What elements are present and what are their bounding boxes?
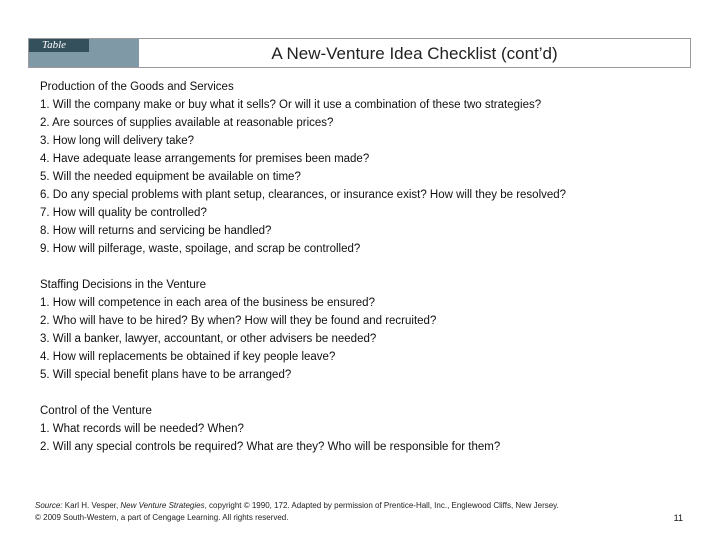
checklist-section-staffing — [40, 276, 700, 384]
source-citation — [35, 500, 695, 512]
list-item: 5. Will special benefit plans have to be arranged? — [40, 369, 292, 381]
list-item: 3. How long will delivery take? — [40, 135, 195, 147]
source-book-title: New Venture Strategies — [120, 501, 205, 510]
list-item: 1. Will the company make or buy what it sells? Or will it use a combination of these two strategies? — [40, 99, 542, 111]
checklist-section-control — [40, 402, 700, 456]
page-number: 11 — [673, 513, 683, 523]
list-item: 6. Do any special problems with plant setup, clearances, or insurance exist? How will they be resolved? — [40, 189, 567, 201]
source-prefix: Source: — [35, 501, 63, 510]
list-item: 1. What records will be needed? When? — [40, 423, 244, 435]
source-details: , copyright © 1990, 172. Adapted by permission of Prentice-Hall, Inc., Englewood Cliffs, New Jersey. — [204, 501, 559, 510]
slide-footer — [35, 500, 695, 524]
list-item: 3. Will a banker, lawyer, accountant, or other advisers be needed? — [40, 333, 377, 345]
list-item: 1. How will competence in each area of the business be ensured? — [40, 297, 375, 309]
table-tag-label: Table — [29, 39, 89, 52]
checklist-section-production — [40, 78, 700, 258]
list-item: 9. How will pilferage, waste, spoilage, and scrap be controlled? — [40, 243, 361, 255]
copyright-notice: © 2009 South-Western, a part of Cengage Learning. All rights reserved. — [35, 513, 289, 522]
section-heading: Control of the Venture — [40, 405, 152, 417]
list-item: 2. Are sources of supplies available at reasonable prices? — [40, 117, 334, 129]
list-item: 4. How will replacements be obtained if key people leave? — [40, 351, 336, 363]
checklist-content — [40, 78, 700, 456]
section-heading: Production of the Goods and Services — [40, 81, 234, 93]
list-item: 8. How will returns and servicing be handled? — [40, 225, 272, 237]
slide-header — [28, 38, 691, 68]
list-item: 2. Will any special controls be required? What are they? Who will be responsible for them? — [40, 441, 501, 453]
table-tag-box — [29, 39, 139, 67]
source-author: Karl H. Vesper, — [62, 501, 121, 510]
list-item: 2. Who will have to be hired? By when? How will they be found and recruited? — [40, 315, 437, 327]
list-item: 4. Have adequate lease arrangements for premises been made? — [40, 153, 370, 165]
list-item: 5. Will the needed equipment be available on time? — [40, 171, 301, 183]
section-heading: Staffing Decisions in the Venture — [40, 279, 207, 291]
list-item: 7. How will quality be controlled? — [40, 207, 207, 219]
page-title: A New-Venture Idea Checklist (cont’d) — [271, 44, 558, 63]
